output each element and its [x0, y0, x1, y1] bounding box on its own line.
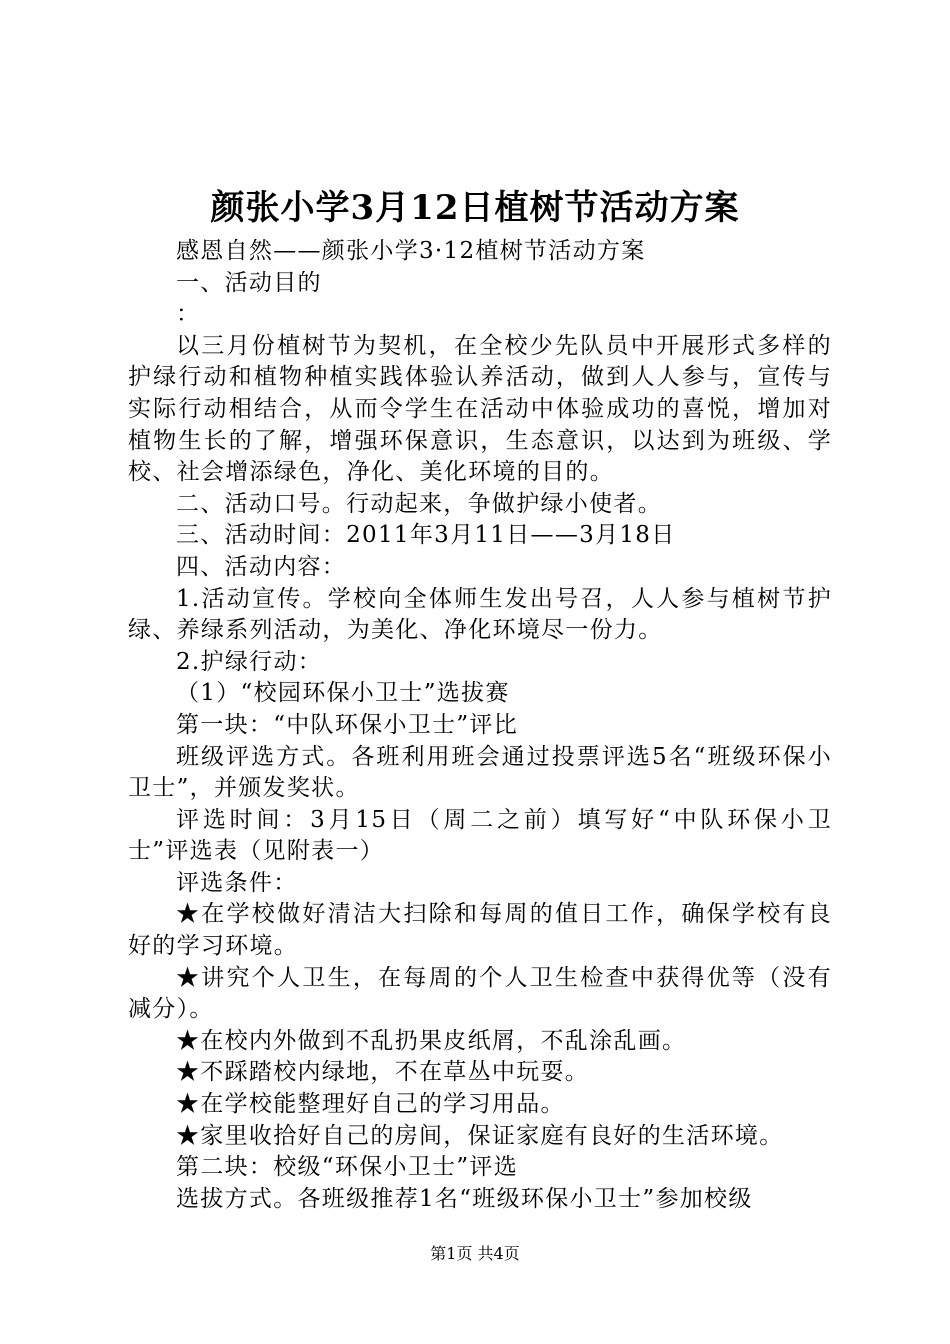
paragraph-class-selection: 班级评选方式。各班利用班会通过投票评选5名“班级环保小卫士”，并颁发奖状。: [128, 743, 832, 802]
paragraph-criterion-1: ★在学校做好清洁大扫除和每周的值日工作，确保学校有良好的学习环境。: [128, 901, 832, 960]
paragraph-content-heading: 四、活动内容：: [176, 553, 347, 580]
paragraph-criterion-2: ★讲究个人卫生，在每周的个人卫生检查中获得优等（没有减分）。: [128, 964, 832, 1023]
paragraph-publicity: 1.活动宣传。学校向全体师生发出号召，人人参与植树节护绿、养绿系列活动，为美化、净化环境尽一份力。: [128, 585, 832, 644]
document-body: [128, 236, 832, 1215]
paragraph-block-2: 第二块：校级“环保小卫士”评选: [176, 1154, 519, 1181]
paragraph-criteria-heading: 评选条件：: [176, 869, 298, 896]
page-footer: 第1页 共4页: [430, 1244, 520, 1263]
paragraph-criterion-4: ★不踩踏校内绿地，不在草丛中玩耍。: [176, 1059, 590, 1086]
paragraph-section-1-heading: 一、活动目的: [176, 269, 322, 296]
paragraph-time: 三、活动时间：2011年3月11日——3月18日: [176, 522, 676, 549]
paragraph-selection-time: 评选时间：3月15日（周二之前）填写好“中队环保小卫士”评选表（见附表一）: [128, 806, 832, 865]
paragraph-slogan: 二、活动口号。行动起来，争做护绿小使者。: [176, 490, 662, 517]
paragraph-block-1: 第一块：“中队环保小卫士”评比: [176, 711, 519, 738]
paragraph-subtitle: 感恩自然——颜张小学3·12植树节活动方案: [176, 238, 646, 264]
paragraph-colon: ：: [176, 301, 201, 328]
paragraph-purpose: 以三月份植树节为契机，在全校少先队员中开展形式多样的护绿行动和植物种植实践体验认养活动，做到人人参与，宣传与实际行动相结合，从而令学生在活动中体验成功的喜悦，增加对植物生长的了解，增强环保意识，生态意识，以达到为班级、学校、社会增添绿色，净化、美化环境的目的。: [128, 332, 832, 486]
paragraph-school-selection: 选拔方式。各班级推荐1名“班级环保小卫士”参加校级: [176, 1185, 753, 1212]
paragraph-criterion-5: ★在学校能整理好自己的学习用品。: [176, 1091, 565, 1118]
paragraph-criterion-3: ★在校内外做到不乱扔果皮纸屑，不乱涂乱画。: [176, 1027, 687, 1054]
paragraph-green-action: 2.护绿行动：: [176, 648, 323, 675]
paragraph-criterion-6: ★家里收拾好自己的房间，保证家庭有良好的生活环境。: [176, 1122, 784, 1149]
document-title: 颜张小学3月12日植树节活动方案: [210, 188, 740, 228]
paragraph-contest: （1）“校园环保小卫士”选拔赛: [176, 680, 510, 707]
